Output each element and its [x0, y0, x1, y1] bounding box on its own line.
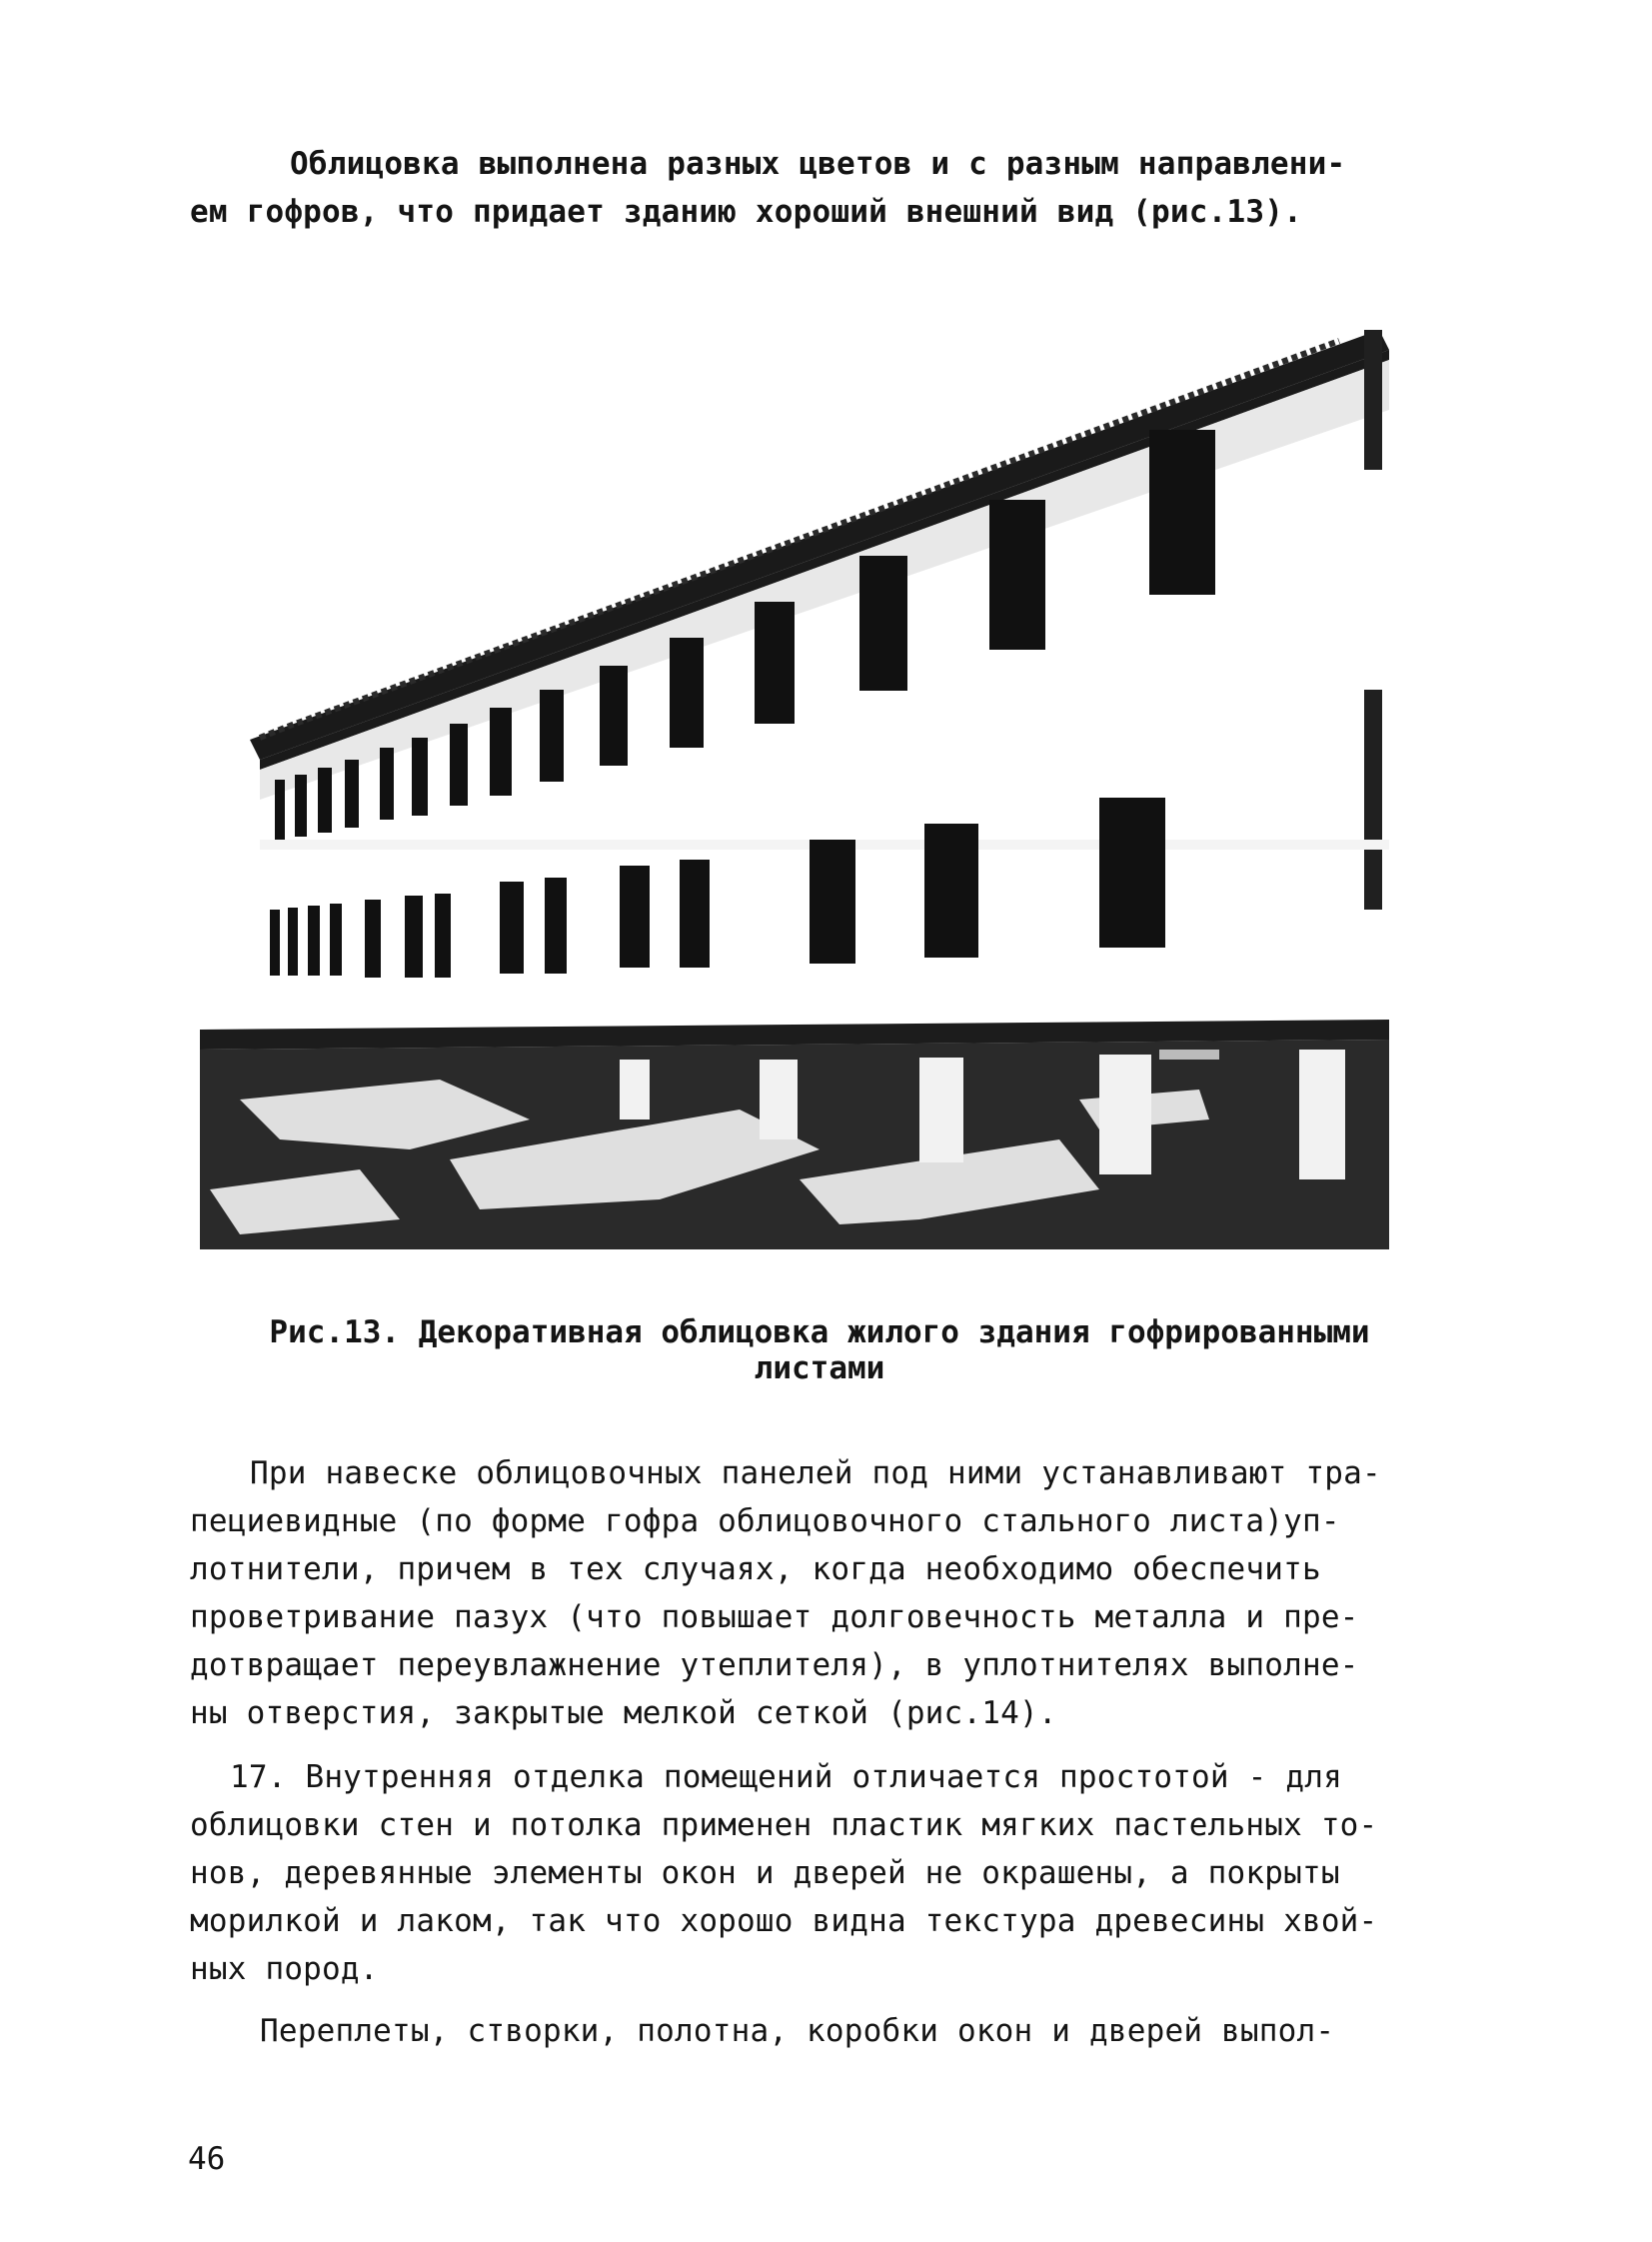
- figure-caption: [190, 1314, 1449, 1386]
- para2-line-4: морилкой и лаком, так что хорошо видна текстура древесины хвой-: [190, 1903, 1378, 1939]
- caption-line-2: листами: [754, 1350, 885, 1386]
- para2-line-1: 17. Внутренняя отделка помещений отличается простотой - для: [230, 1759, 1342, 1795]
- para1-line-3: лотнители, причем в тех случаях, когда необходимо обеспечить: [190, 1551, 1321, 1587]
- para1-line-1: При навеске облицовочных панелей под ними устанавливают тра-: [250, 1455, 1381, 1491]
- para2-line-3: нов, деревянные элементы окон и дверей не окрашены, а покрыты: [190, 1855, 1340, 1891]
- intro-paragraph: [190, 140, 1429, 236]
- para1-line-5: дотвращает переувлажнение утеплителя), в уплотнителях выполне-: [190, 1647, 1359, 1683]
- para2-line-5: ных пород.: [190, 1951, 379, 1987]
- intro-line-2: ем гофров, что придает зданию хороший внешний вид (рис.13).: [190, 194, 1302, 230]
- para3-line-1: Переплеты, створки, полотна, коробки окон и дверей выпол-: [260, 2013, 1335, 2049]
- para1-line-2: пециевидные (по форме гофра облицовочного стального листа)уп-: [190, 1503, 1340, 1539]
- paragraph-interior: [190, 1753, 1449, 1993]
- paragraph-panels: [190, 1449, 1449, 1737]
- caption-line-1: Рис.13. Декоративная облицовка жилого здания гофрированными: [269, 1314, 1370, 1350]
- building-photo: [200, 320, 1399, 1259]
- para2-line-2: облицовки стен и потолка применен пластик мягких пастельных то-: [190, 1807, 1378, 1843]
- intro-line-1: Облицовка выполнена разных цветов и с разным направлени-: [290, 146, 1346, 182]
- page-number: 46: [188, 2141, 226, 2177]
- para1-line-4: проветривание пазух (что повышает долговечность металла и пре-: [190, 1599, 1359, 1635]
- para1-line-6: ны отверстия, закрытые мелкой сеткой (рис.14).: [190, 1695, 1057, 1731]
- paragraph-frames: [190, 2007, 1449, 2055]
